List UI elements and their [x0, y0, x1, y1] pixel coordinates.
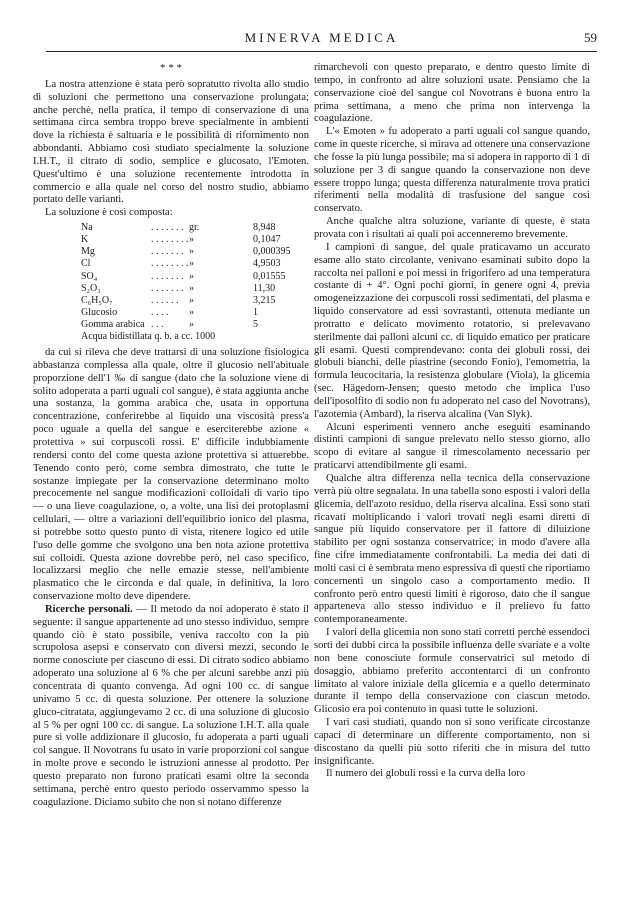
composition-row [81, 246, 291, 258]
unit: » [189, 270, 194, 282]
component-name: Mg [81, 246, 95, 258]
composition-row [81, 234, 291, 246]
component-name: C₆H₅O₇ [81, 294, 113, 306]
leader-dots: . . . . [151, 306, 169, 318]
paragraph: I valori della glicemia non sono stati corretti perchè essendoci sorti dei dubbi circa la possibile influenza delle svariate e a volte non bene conosciute formule conservatrici sul metodo di dosaggio, abbiamo preferito accontentarci di un confronto limitato al valore iniziale della glicemia e a quello determinato durante il tempo della conservazione con ciascun metodo. Glicosio era poi contenuto in quasi tutte le soluzioni. [314, 627, 590, 716]
paragraph: Alcuni esperimenti vennero anche eseguiti esaminando distinti campioni di sangue prelevato nello stesso giorno, allo scopo di evitare al sangue il rimescolamento necessario per praticarvi attendibilmente gli esami. [314, 421, 590, 472]
component-name: K [81, 234, 89, 246]
composition-row [81, 258, 291, 270]
leader-dots: . . . [151, 318, 164, 330]
leader-dots: . . . . . . [151, 294, 179, 306]
running-title: MINERVA MEDICA [244, 30, 399, 45]
unit: » [189, 234, 194, 246]
paragraph [33, 604, 309, 810]
section-heading: Ricerche personali. [45, 603, 133, 615]
unit: » [189, 306, 194, 318]
component-name: Glucosio [81, 306, 118, 318]
composition-last-row [81, 331, 291, 343]
component-name: SO₄ [81, 270, 98, 282]
composition-row [81, 319, 291, 331]
composition-row [81, 222, 291, 234]
leader-dots: . . . . . . . . [151, 234, 189, 246]
component-value: 1 [253, 306, 258, 318]
paragraph: La nostra attenzione è stata però sopratutto rivolta allo studio di soluzioni che permettono una conservazione prolungata; anche perchè, nella pratica, il tempo di conservazione di una settimana circa sembra troppo breve specialmente in ambienti dove la richiesta è saltuaria e le possibilità di rifornimento non abbondanti. Abbiamo così studiato specialmente la soluzione I.H.T., il citrato di sodio, semplice e glucosato, l'Emoten. Quest'ultimo è una soluzione recentemente introdotta in commercio e alla quale nel corso del nostro studio, abbiamo portato delle varianti. [33, 78, 309, 206]
paragraph: I campioni di sangue, del quale praticavamo un accurato esame allo stato circolante, venivano esaminati subito dopo la raccolta nei palloni e poi messi in frigorifero ad una temperatura costante di + 4°. Ogni pochi giorni, in genere ogni 4, previa omogeneizzazione dei corpuscoli rossi sedimentati, del plasma e liquido conservatore ad essi sovrastanti, ottenuta mediante un protratto e delicato movimento rotatorio, si prelevavano sterilmente dai palloni alcuni cc. di liquido ematico per praticare gli esami. Questi comprendevano: conta dei globuli rossi, dei globuli bianchi, delle piastrine (secondo Fonio), l'emometria, la formula leucocitaria, la resistenza globulare (Viola), la glicemia (sec. Hägedorn-Jensen; questo metodo che implica l'uso dell'iposolfito di sodio non fu adoperato nel caso del Novotrans), l'azotemia (Ambard), la riserva alcalina (Van Slyk). [314, 241, 590, 420]
composition-row [81, 283, 291, 295]
component-value: 4,9503 [253, 258, 281, 270]
unit: » [189, 318, 194, 330]
leader-dots: . . . . . . . [151, 270, 184, 282]
component-name: Gomma arabica [81, 318, 145, 330]
paragraph: I vari casi studiati, quando non si sono verificate circostanze capaci di determinare un differente comportamento, non si discostano da quelli più sotto riferiti che in misura del tutto insignificante. [314, 717, 590, 767]
component-value: 3,215 [253, 294, 276, 306]
paragraph: Anche qualche altra soluzione, variante di queste, è stata provata con i risultati ai quali poi accenneremo brevemente. [314, 216, 590, 240]
component-value: 0,000395 [253, 246, 291, 258]
paragraph: La soluzione è così composta: [45, 207, 173, 219]
composition-row [81, 307, 291, 319]
paragraph: da cui si rileva che deve trattarsi di una soluzione fisiologica abbastanza complessa alla quale, oltre il glucosio nell'abituale proporzione dell'1 ‰ di sangue (dato che la soluzione viene di solito adoperata a parti uguali col sangue), è stata aggiunta anche una sostanza, la gomma arabica che, usata in opportuna concentrazione, conferirebbe al liquido una viscosità press'a poco uguale a quella del sangue e eserciterebbe azione « protettiva » sui corpuscoli rossi. E' difficile indubbiamente rendersi conto del come questa azione protettiva si attuerebbe. Tenendo conto però, come sembra dimostrato, che tutte le sostanze impiegate per la conservazione determinano molto precocemente nel sangue modificazioni colloidali di vario tipo — o una lieve coagulazione, o, a volte, una lisi dei protoplasmi cellulari, — oltre a variazioni dell'equilibrio ionico del plasma, si potrebbe sotto questo punto di vista, ritenere logico ed utile l'uso delle gomme che svolgono una ben nota azione protettiva sui colloidi. Questa azione dovrebbe però, nel caso specifico, localizzarsi meglio che nelle emazie stesse, nell'ambiente plasmatico che le circonda e dal quale, in definitiva, la loro conservazione molto deve dipendere. [33, 347, 309, 603]
unit: » [189, 294, 194, 306]
unit: » [189, 246, 194, 258]
component-value: 0,01555 [253, 270, 286, 282]
leader-dots: . . . . . . . [151, 246, 184, 258]
unit: » [189, 282, 194, 294]
paragraph: Il numero dei globuli rossi e la curva della loro [326, 768, 526, 780]
paragraph: Qualche altra differenza nella tecnica della conservazione verrà più oltre segnalata. In una tabella sono esposti i valori della glicemia, dell'azoto residuo, della riserva alcalina. Essi sono stati ricavati moltiplicando i valori trovati negli esami diretti di sangue più liquido conservatore per il fattore di diluizione stabilito per ogni sostanza conservatrice; in modo d'avere alla fine cifre immediatamente confrontabili. La media dei dati di molti casi ci è sembrata meno espressiva di questi che riportiamo concernenti un singolo caso a comportamento medio. Il confronto però entro questi limiti è rigoroso, dato che il sangue apparteneva allo stesso individuo e il prelievo fu fatto contemporaneamente. [314, 473, 590, 626]
left-column [33, 62, 309, 809]
composition-water: Acqua bidistillata q. b. a cc. 1000 [81, 330, 216, 342]
component-name: S₂O₃ [81, 282, 101, 294]
paragraph-text: — Il metodo da noi adoperato è stato il seguente: il sangue appartenente ad uno stesso individuo, sempre quando ciò è stato possibile, veniva raccolto con la più scrupolosa asepsi e conservato con diversi mezzi, secondo le norme conosciute per ciascuno di essi. Di citrato sodico abbiamo adoperato una soluzione al 6 % che per alcuni sarebbe anzi più concentrata di quanto convenga. Ad ogni 100 cc. di sangue univamo 5 cc. di questa soluzione. Per ottenere la soluzione gluco-citratata, aggiungevamo 2 cc. di una soluzione di glucosio al 5 % per ogni 100 cc. di sangue. La soluzione I.H.T. alla quale pure si volle addizionare il glucosio, fu adoperata a parti uguali col sangue. Il Novotrans fu usato in varie proporzioni col sangue in molte prove e secondo le istruzioni annesse al prodotto. Per questo preparato non furono praticati esami oltre la seconda settimana, perchè entro questo periodo osservammo spesso la coagulazione. Diciamo subito che non si notano differenze [33, 603, 309, 808]
section-separator: * * * [160, 62, 182, 74]
page-number: 59 [584, 30, 597, 45]
component-value: 0,1047 [253, 234, 281, 246]
component-value: 11,30 [253, 282, 276, 294]
component-value: 5 [253, 318, 258, 330]
component-value: 8,948 [253, 222, 276, 234]
leader-dots: . . . . . . . [151, 282, 184, 294]
right-column [314, 62, 590, 781]
page-header [0, 30, 643, 50]
composition-row [81, 271, 291, 283]
component-name: Cl [81, 258, 91, 270]
unit: gr. [189, 222, 200, 234]
composition-table [81, 222, 291, 343]
composition-row [81, 295, 291, 307]
component-name: Na [81, 222, 93, 234]
unit: » [189, 258, 194, 270]
leader-dots: . . . . . . . . [151, 258, 189, 270]
paragraph: rimarchevoli con questo preparato, e dentro questo limite di tempo, in confronto ad altre soluzioni usate. Pensiamo che la conservazione cioè del sangue col Novotrans è buona entro la prima settimana, a meno che prima non intervenga la coagulazione. [314, 62, 590, 125]
paragraph: L'« Emoten » fu adoperato a parti uguali col sangue quando, come in queste ricerche, si mirava ad ottenere una conservazione che fosse la più lunga possibile; ma si adopera in rapporto di 1 di soluzione per 3 di sangue quando la conservazione non deve essere troppo lunga; questa differenza naturalmente trova pratici riferimenti nella modalità di trasfusione del sangue così conservato. [314, 126, 590, 215]
header-rule [46, 51, 597, 52]
leader-dots: . . . . . . . [151, 222, 184, 234]
